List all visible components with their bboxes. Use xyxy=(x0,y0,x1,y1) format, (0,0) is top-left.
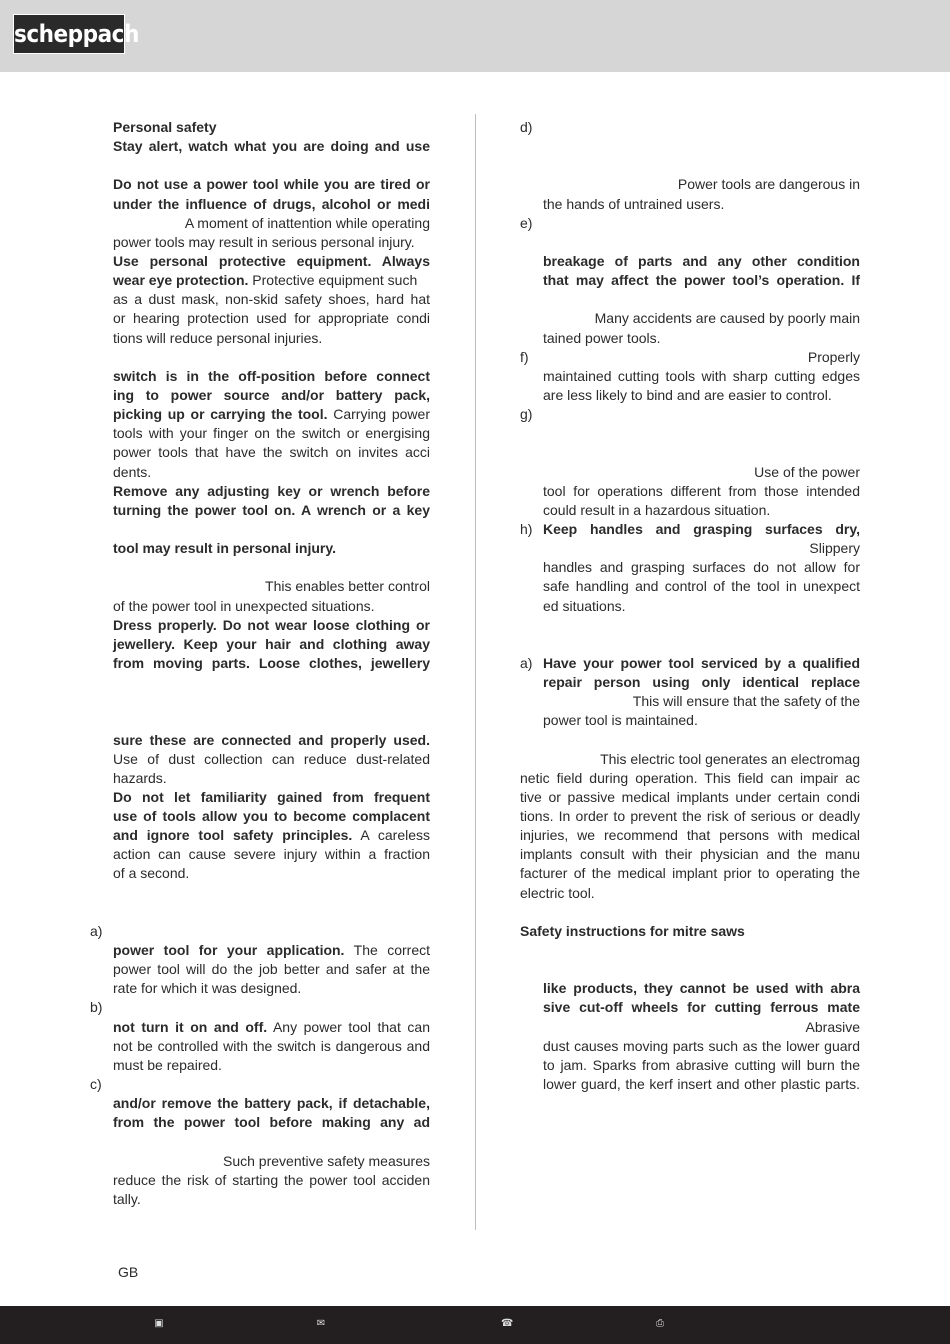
text-line xyxy=(113,1132,430,1151)
text-line xyxy=(113,731,430,750)
body-text: Safety instructions for mitre saws xyxy=(520,922,745,939)
list-marker: a) xyxy=(520,654,533,671)
text-line xyxy=(520,922,860,941)
text-line xyxy=(113,826,430,845)
list-marker: c) xyxy=(90,1076,102,1093)
body-text: Carrying power xyxy=(327,406,430,423)
bold-text: sive cut-off wheels for cutting ferrous mate xyxy=(543,999,860,1016)
text-line xyxy=(113,654,430,673)
body-text: tool for operations different from those intended xyxy=(543,482,860,499)
text-line xyxy=(113,1171,430,1190)
text-line xyxy=(520,864,860,883)
text-line xyxy=(113,539,430,558)
body-text: Use of dust collection can reduce dust-related xyxy=(113,750,430,767)
body-text: Use of the power xyxy=(754,463,860,480)
computer-icon: ▣ xyxy=(154,1318,164,1329)
bold-text: from the power tool before making any ad xyxy=(113,1114,430,1131)
text-line xyxy=(113,367,430,386)
body-text: handles and grasping surfaces do not allow for xyxy=(543,559,860,576)
body-text: injuries, we recommend that persons with medical xyxy=(520,827,860,844)
text-line xyxy=(113,616,430,635)
body-text: rate for which it was designed. xyxy=(113,980,302,997)
text-line xyxy=(113,348,430,367)
body-text: Protective equipment such xyxy=(248,272,418,289)
text-line xyxy=(520,750,860,769)
text-line xyxy=(113,271,430,290)
text-line xyxy=(113,405,430,424)
body-text: tions will reduce personal injuries. xyxy=(113,329,323,346)
fax-icon: ⎙ xyxy=(656,1318,664,1329)
body-text: safe handling and control of the tool in unexpect xyxy=(543,578,860,595)
text-line xyxy=(113,1056,430,1075)
text-line xyxy=(113,711,430,730)
body-text: Personal safety xyxy=(113,119,217,135)
text-line xyxy=(113,960,430,979)
text-line xyxy=(543,443,860,462)
text-line xyxy=(113,252,430,271)
bold-text: ing to power source and/or battery pack, xyxy=(113,386,430,403)
text-line xyxy=(113,941,430,960)
text-line xyxy=(543,673,860,692)
phone-icon: ☎ xyxy=(501,1318,514,1329)
text-line xyxy=(543,1037,860,1056)
text-line xyxy=(113,520,430,539)
text-line xyxy=(113,864,430,883)
bold-text: use of tools allow you to become complacent xyxy=(113,808,430,825)
text-line xyxy=(543,175,860,194)
body-text: could result in a hazardous situation. xyxy=(543,501,771,518)
text-line xyxy=(543,635,860,654)
text-line xyxy=(113,1094,430,1113)
text-line xyxy=(90,922,430,941)
body-text: Stay alert, watch what you are doing and use xyxy=(113,138,430,155)
page-header xyxy=(0,0,950,72)
text-line xyxy=(543,156,860,175)
column-divider xyxy=(475,114,476,1230)
text-line xyxy=(113,482,430,501)
text-line xyxy=(113,501,430,520)
body-text: Do not use a power tool while you are tired or xyxy=(113,176,430,193)
text-line xyxy=(543,195,860,214)
body-text: maintained cutting tools with sharp cutting edges xyxy=(543,367,860,384)
list-marker: b) xyxy=(90,999,103,1016)
body-text: power tool will do the job better and safer at the xyxy=(113,961,430,978)
body-text: of the power tool in unexpected situations. xyxy=(113,597,375,614)
body-text: The correct xyxy=(344,942,430,959)
bold-text: wear eye protection. xyxy=(113,272,249,289)
bold-text: turning the power tool on. A wrench or a key xyxy=(113,501,430,518)
bold-text: Remove any adjusting key or wrench before xyxy=(113,482,430,499)
right-column xyxy=(520,118,860,1094)
text-line xyxy=(520,769,860,788)
list-marker: g) xyxy=(520,406,533,423)
body-text: Power tools are dangerous in xyxy=(677,176,860,193)
text-line xyxy=(543,692,860,711)
text-line xyxy=(543,252,860,271)
text-line xyxy=(543,960,860,979)
text-line xyxy=(113,233,430,252)
text-line xyxy=(543,501,860,520)
text-line xyxy=(113,424,430,443)
text-line xyxy=(113,1152,430,1171)
text-line xyxy=(113,558,430,577)
bold-text: Do not let familiarity gained from frequent xyxy=(113,788,430,805)
text-line xyxy=(90,1075,430,1094)
bold-text: Dress properly. Do not wear loose clothing or xyxy=(113,616,430,633)
body-text: of a second. xyxy=(113,865,190,882)
text-line xyxy=(543,711,860,730)
text-line xyxy=(113,137,430,156)
body-text: power tools may result in serious personal injury. xyxy=(113,233,415,250)
text-line xyxy=(113,903,430,922)
text-line xyxy=(520,884,860,903)
bold-text: like products, they cannot be used with abra xyxy=(543,980,860,997)
text-line xyxy=(113,118,430,137)
list-marker: f) xyxy=(520,348,529,365)
text-line xyxy=(543,1075,860,1094)
text-line xyxy=(543,482,860,501)
text-line xyxy=(113,807,430,826)
text-line xyxy=(520,520,860,539)
text-line xyxy=(543,1056,860,1075)
bold-text: picking up or carrying the tool. xyxy=(113,406,328,423)
text-line xyxy=(113,788,430,807)
text-line xyxy=(113,309,430,328)
bold-text: and ignore tool safety principles. xyxy=(113,827,353,844)
text-line xyxy=(543,290,860,309)
text-line xyxy=(113,443,430,462)
text-line xyxy=(543,941,860,960)
body-text: the hands of untrained users. xyxy=(543,195,725,212)
text-line xyxy=(543,329,860,348)
text-line xyxy=(520,807,860,826)
text-line xyxy=(520,788,860,807)
list-marker: h) xyxy=(520,520,533,537)
body-text: netic field during operation. This field can impair ac xyxy=(520,769,860,786)
text-line xyxy=(543,539,860,558)
scheppach-logo: scheppach xyxy=(13,14,125,54)
text-line xyxy=(543,903,860,922)
text-line xyxy=(520,405,860,424)
text-line xyxy=(543,577,860,596)
text-line xyxy=(113,463,430,482)
bold-text: and/or remove the battery pack, if detachable, xyxy=(113,1095,430,1112)
body-text: ed situations. xyxy=(543,597,626,614)
text-line xyxy=(543,979,860,998)
text-line xyxy=(90,998,430,1017)
body-text: Slippery xyxy=(809,540,860,557)
page-language-code: GB xyxy=(118,1264,139,1280)
body-text: to jam. Sparks from abrasive cutting will burn the xyxy=(543,1056,860,1073)
text-line xyxy=(113,769,430,788)
text-line xyxy=(520,214,860,233)
body-text: tions. In order to prevent the risk of serious or deadly xyxy=(520,808,860,825)
bold-text: sure these are connected and properly used. xyxy=(113,731,430,748)
text-line xyxy=(113,329,430,348)
text-line xyxy=(113,845,430,864)
text-line xyxy=(113,979,430,998)
text-line xyxy=(113,1018,430,1037)
bold-text: that may affect the power tool’s operation. If xyxy=(543,272,860,289)
bold-text: Use personal protective equipment. Always xyxy=(113,252,430,269)
text-line xyxy=(543,424,860,443)
body-text: reduce the risk of starting the power tool acciden xyxy=(113,1171,430,1188)
bold-text: breakage of parts and any other condition xyxy=(543,252,860,269)
body-text: A careless xyxy=(352,827,431,844)
text-line xyxy=(543,367,860,386)
bold-text: from moving parts. Loose clothes, jewellery xyxy=(113,654,430,671)
body-text: tools with your finger on the switch or energising xyxy=(113,425,430,442)
body-text: power tool is maintained. xyxy=(543,712,698,729)
body-text: lower guard, the kerf insert and other plastic parts. xyxy=(543,1076,860,1093)
text-line xyxy=(520,118,860,137)
list-marker: d) xyxy=(520,119,533,135)
body-text: tive or passive medical implants under certain condi xyxy=(520,788,860,805)
body-text: as a dust mask, non-skid safety shoes, hard hat xyxy=(113,291,430,308)
body-text: A moment of inattention while operating xyxy=(184,214,430,231)
text-line xyxy=(113,1037,430,1056)
bold-text: power tool for your application. xyxy=(113,942,345,959)
text-line xyxy=(113,386,430,405)
text-line xyxy=(543,1018,860,1037)
body-text: must be repaired. xyxy=(113,1056,222,1073)
body-text: under the influence of drugs, alcohol or medi xyxy=(113,195,430,212)
text-line xyxy=(543,386,860,405)
text-line xyxy=(113,884,430,903)
body-text: dents. xyxy=(113,463,152,480)
body-text: Abrasive xyxy=(805,1018,860,1035)
text-line xyxy=(113,577,430,596)
body-text: dust causes moving parts such as the lower guard xyxy=(543,1037,860,1054)
text-line xyxy=(520,654,860,673)
text-line xyxy=(113,290,430,309)
list-marker: a) xyxy=(90,922,103,939)
text-line xyxy=(520,348,860,367)
body-text: Many accidents are caused by poorly main xyxy=(594,310,860,327)
body-text: tained power tools. xyxy=(543,329,661,346)
body-text: Properly xyxy=(807,348,860,365)
text-line xyxy=(520,826,860,845)
text-line xyxy=(113,635,430,654)
text-line xyxy=(543,616,860,635)
body-text: Any power tool that can xyxy=(267,1018,430,1035)
body-text: hazards. xyxy=(113,769,167,786)
bold-text: Have your power tool serviced by a qualified xyxy=(543,654,860,671)
text-line xyxy=(543,463,860,482)
text-line xyxy=(113,1190,430,1209)
text-line xyxy=(543,597,860,616)
text-line xyxy=(113,195,430,214)
body-text: action can cause severe injury within a fraction xyxy=(113,846,430,863)
body-text: or hearing protection used for appropriate condi xyxy=(113,310,430,327)
text-line xyxy=(113,692,430,711)
text-line xyxy=(113,214,430,233)
body-text: not be controlled with the switch is dangerous and xyxy=(113,1037,430,1054)
bold-text: not turn it on and off. xyxy=(113,1018,268,1035)
bold-text: jewellery. Keep your hair and clothing away xyxy=(113,635,430,652)
body-text: This electric tool generates an electromag xyxy=(600,750,860,767)
body-text: tally. xyxy=(113,1190,141,1207)
text-line xyxy=(543,271,860,290)
mail-icon: ✉ xyxy=(316,1318,326,1329)
body-text: electric tool. xyxy=(520,884,595,901)
text-line xyxy=(113,673,430,692)
text-line xyxy=(113,156,430,175)
text-line xyxy=(113,175,430,194)
text-line xyxy=(113,750,430,769)
body-text: power tools that have the switch on invites acci xyxy=(113,444,430,461)
text-line xyxy=(543,558,860,577)
body-text: facturer of the medical implant prior to operating the xyxy=(520,865,860,882)
body-text: are less likely to bind and are easier to control. xyxy=(543,386,832,403)
body-text: implants consult with their physician and the manu xyxy=(520,846,860,863)
text-line xyxy=(543,309,860,328)
body-text: This will ensure that the safety of the xyxy=(632,693,860,710)
text-line xyxy=(543,233,860,252)
body-text: This enables better control xyxy=(265,578,430,595)
bold-text: Keep handles and grasping surfaces dry, xyxy=(543,520,860,537)
bold-text: switch is in the off-position before connect xyxy=(113,367,430,384)
text-line xyxy=(543,998,860,1017)
text-line xyxy=(113,597,430,616)
text-line xyxy=(113,1113,430,1132)
left-column xyxy=(90,118,431,1209)
bold-text: tool may result in personal injury. xyxy=(113,540,337,557)
text-line xyxy=(543,137,860,156)
list-marker: e) xyxy=(520,214,533,231)
bold-text: repair person using only identical replace xyxy=(543,674,860,691)
body-text: Such preventive safety measures xyxy=(223,1152,430,1169)
page-footer xyxy=(0,1306,950,1344)
text-line xyxy=(520,845,860,864)
text-line xyxy=(543,731,860,750)
